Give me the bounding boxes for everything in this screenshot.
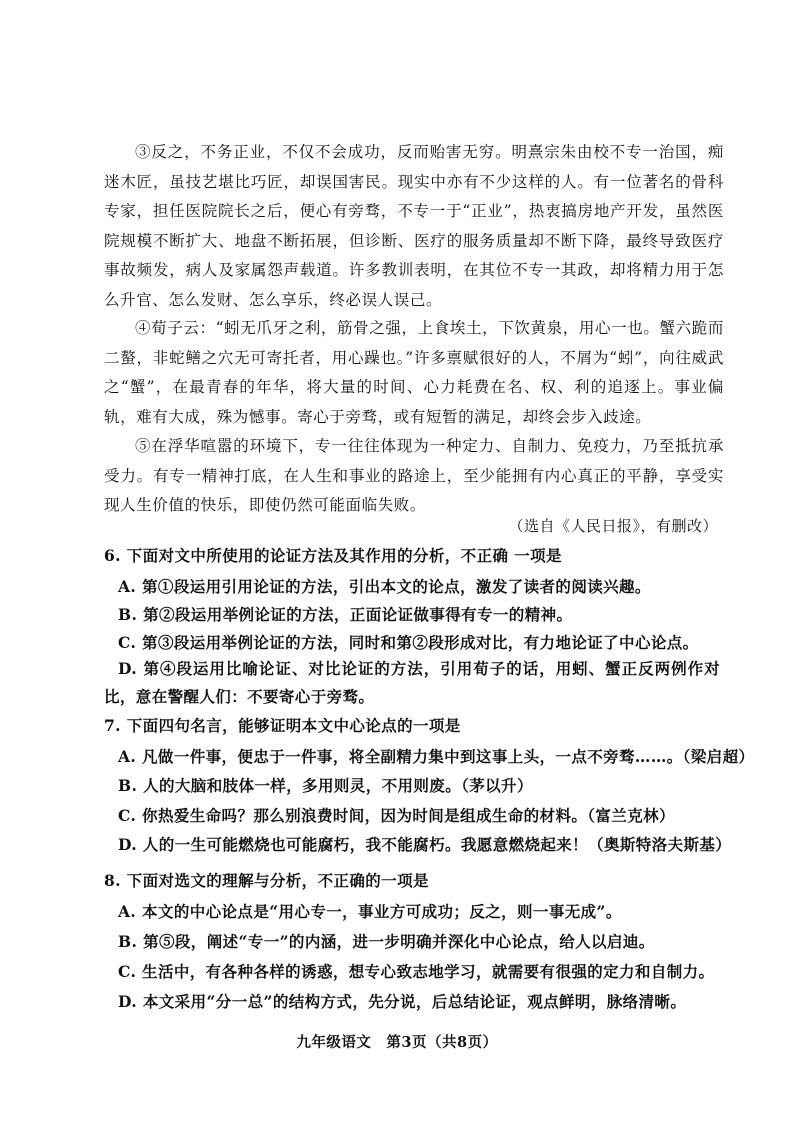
question-7-option-d: D. 人的一生可能燃烧也可能腐朽，我不能腐朽。我愿意燃烧起来！（奥斯特洛夫斯基）	[118, 835, 732, 854]
question-8-option-d: D. 本文采用“分一总”的结构方式，先分说，后总结论证，观点鲜明，脉络清晰。	[118, 992, 687, 1011]
question-8-stem: 8. 下面对选文的理解与分析，不正确的一项是	[104, 871, 429, 890]
question-7-option-c: C. 你热爱生命吗？那么别浪费时间，因为时间是组成生命的材料。（富兰克林）	[118, 806, 675, 825]
question-6-option-d: D. 第④段运用比喻论证、对比论证的方法，引用荀子的话，用蚓、蟹正反两例作对比，意在警醒人们：不要寄心于旁骛。	[104, 659, 720, 706]
source-citation: （选自《人民日报》，有删改）	[508, 517, 718, 535]
question-6-option-a: A. 第①段运用引用论证的方法，引出本文的论点，激发了读者的阅读兴趣。	[118, 577, 651, 596]
question-8-option-a: A. 本文的中心论点是“用心专一，事业方可成功；反之，则一事无成”。	[118, 902, 622, 921]
question-6-stem: 6. 下面对文中所使用的论证方法及其作用的分析，不正确 一项是	[104, 546, 562, 565]
passage-paragraph-5: ⑤在浮华喧嚣的环境下，专一往往体现为一种定力、自制力、免疫力，乃至抵抗承受力。有专一精神打底，在人生和事业的路途上，至少能拥有内心真正的平静，享受实现人生价值的快乐，即使仍然可能面临失败。	[104, 437, 724, 514]
passage-paragraph-4: ④荀子云：“蚓无爪牙之利，筋骨之强，上食埃土，下饮黄泉，用心一也。蟹六跪而二螯，非蛇鳝之穴无可寄托者，用心躁也。”许多禀赋很好的人，不屑为“蚓”，向往威武之“蟹”，在最青春的年华，将大量的时间、心力耗费在名、权、利的追逐上。事业偏轨，难有大成，殊为憾事。寄心于旁骛，或有短暂的满足，却终会步入歧途。	[104, 319, 724, 426]
question-8-option-b: B. 第⑤段，阐述“专一”的内涵，进一步明确并深化中心论点，给人以启迪。	[118, 932, 655, 951]
question-7-option-a: A. 凡做一件事，便忠于一件事，将全副精力集中到这事上头，一点不旁骛……。（梁启超）	[118, 747, 755, 766]
question-8-option-c: C. 生活中，有各种各样的诱惑，想专心致志地学习，就需要有很强的定力和自制力。	[118, 962, 715, 981]
question-7-option-b: B. 人的大脑和肢体一样，多用则灵，不用则废。（茅以升）	[118, 776, 533, 795]
question-6-option-c: C. 第③段运用举例论证的方法，同时和第②段形成对比，有力地论证了中心论点。	[118, 633, 699, 652]
question-6-option-b: B. 第②段运用举例论证的方法，正面论证做事得有专一的精神。	[118, 605, 573, 624]
question-7-stem: 7. 下面四句名言，能够证明本文中心论点的一项是	[104, 716, 461, 735]
passage-paragraph-3: ③反之，不务正业，不仅不会成功，反而贻害无穷。明熹宗朱由校不专一治国，痴迷木匠，虽技艺堪比巧匠，却误国害民。现实中亦有不少这样的人。有一位著名的骨科专家，担任医院院长之后，便心有旁骛，不专一于“正业”，热衷搞房地产开发，虽然医院规模不断扩大、地盘不断拓展，但诊断、医疗的服务质量却不断下降，最终导致医疗事故频发，病人及家属怨声载道。许多教训表明，在其位不专一其政，却将精力用于怎么升官、怎么发财、怎么享乐，终必误人误己。	[104, 143, 724, 309]
page-footer: 九年级语文 第3页（共8页）	[296, 1034, 498, 1051]
